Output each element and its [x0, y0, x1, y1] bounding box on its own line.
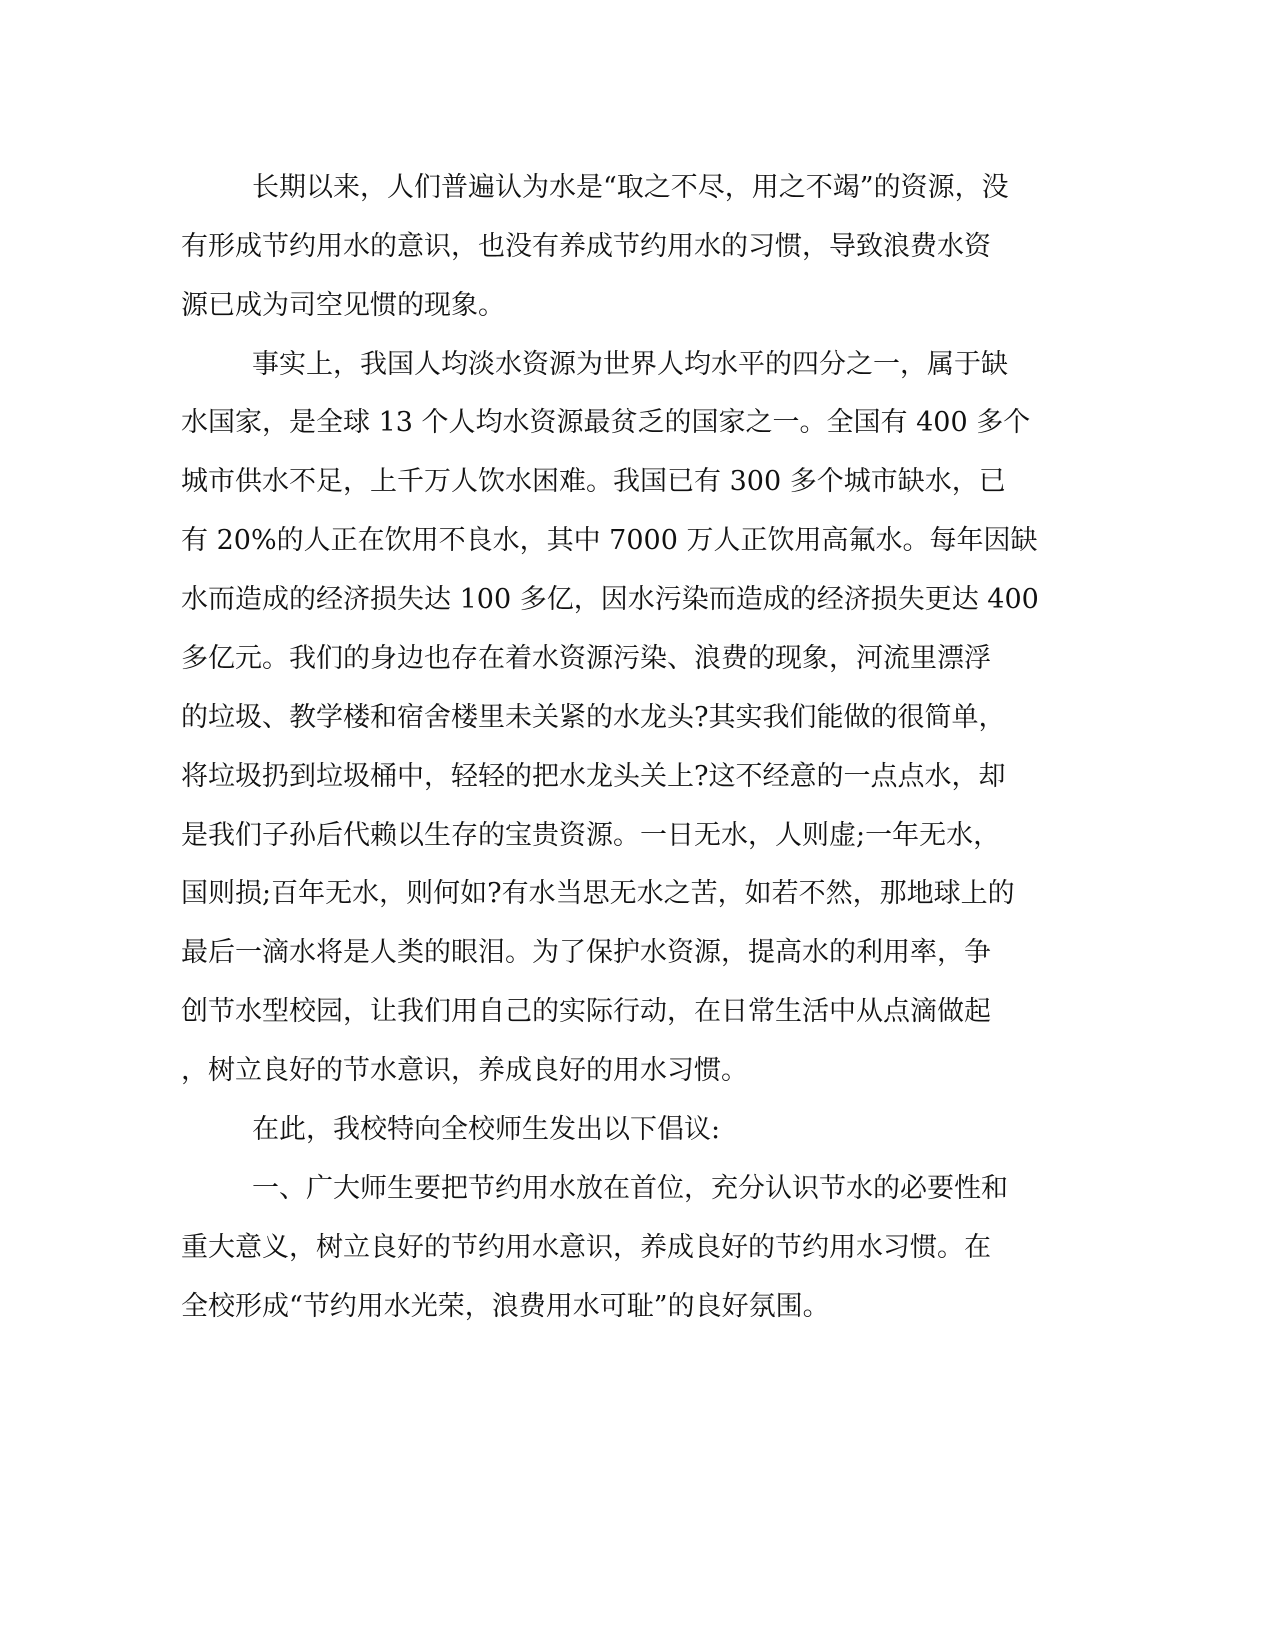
text-line: 有形成节约用水的意识，也没有养成节约用水的习惯，导致浪费水资: [181, 231, 991, 262]
text-line: 城市供水不足，上千万人饮水困难。我国已有 300 多个城市缺水，已: [181, 466, 1006, 497]
paragraph-2-line-5: [0, 578, 1275, 622]
paragraph-2-line-11: [0, 931, 1275, 975]
text-line: 有 20%的人正在饮用不良水，其中 7000 万人正饮用高氟水。每年因缺: [181, 525, 1038, 556]
text-line: 事实上，我国人均淡水资源为世界人均水平的四分之一，属于缺: [252, 349, 1008, 380]
text-line: 国则损;百年无水，则何如?有水当思无水之苦，如若不然，那地球上的: [181, 878, 1015, 909]
text-line: 长期以来，人们普遍认为水是“取之不尽，用之不竭”的资源，没: [252, 172, 1009, 203]
text-line: 在此，我校特向全校师生发出以下倡议:: [252, 1114, 721, 1145]
text-line: 水国家，是全球 13 个人均水资源最贫乏的国家之一。全国有 400 多个: [181, 407, 1031, 438]
paragraph-2-line-8: [0, 755, 1275, 799]
text-line: 的垃圾、教学楼和宿舍楼里未关紧的水龙头?其实我们能做的很简单，: [181, 702, 1006, 733]
paragraph-2-line-1: [0, 343, 1275, 387]
paragraph-2-line-3: [0, 460, 1275, 504]
text-line: 一、广大师生要把节约用水放在首位，充分认识节水的必要性和: [252, 1173, 1008, 1204]
paragraph-2-line-12: [0, 990, 1275, 1034]
paragraph-1-line-2: [0, 225, 1275, 269]
text-line: 最后一滴水将是人类的眼泪。为了保护水资源，提高水的利用率，争: [181, 937, 991, 968]
paragraph-2-line-13: [0, 1049, 1275, 1093]
paragraph-1-line-3: [0, 284, 1275, 328]
paragraph-2-line-10: [0, 872, 1275, 916]
text-line: 源已成为司空见惯的现象。: [181, 290, 505, 321]
paragraph-2-line-6: [0, 637, 1275, 681]
paragraph-2-line-7: [0, 696, 1275, 740]
paragraph-2-line-4: [0, 519, 1275, 563]
text-line: 重大意义，树立良好的节约用水意识，养成良好的节约用水习惯。在: [181, 1232, 991, 1263]
paragraph-4-line-1: [0, 1167, 1275, 1211]
paragraph-2-line-2: [0, 401, 1275, 445]
paragraph-4-line-2: [0, 1226, 1275, 1270]
paragraph-2-line-9: [0, 814, 1275, 858]
text-line: 全校形成“节约用水光荣，浪费用水可耻”的良好氛围。: [181, 1291, 830, 1322]
paragraph-3-line-1: [0, 1108, 1275, 1152]
paragraph-1-line-1: [0, 166, 1275, 210]
text-line: ，树立良好的节水意识，养成良好的用水习惯。: [181, 1055, 748, 1086]
text-line: 多亿元。我们的身边也存在着水资源污染、浪费的现象，河流里漂浮: [181, 643, 991, 674]
text-line: 是我们子孙后代赖以生存的宝贵资源。一日无水，人则虚;一年无水，: [181, 820, 1001, 851]
paragraph-4-line-3: [0, 1285, 1275, 1329]
text-line: 将垃圾扔到垃圾桶中，轻轻的把水龙头关上?这不经意的一点点水，却: [181, 761, 1006, 792]
text-line: 创节水型校园，让我们用自己的实际行动，在日常生活中从点滴做起: [181, 996, 991, 1027]
text-line: 水而造成的经济损失达 100 多亿，因水污染而造成的经济损失更达 400: [181, 584, 1039, 615]
